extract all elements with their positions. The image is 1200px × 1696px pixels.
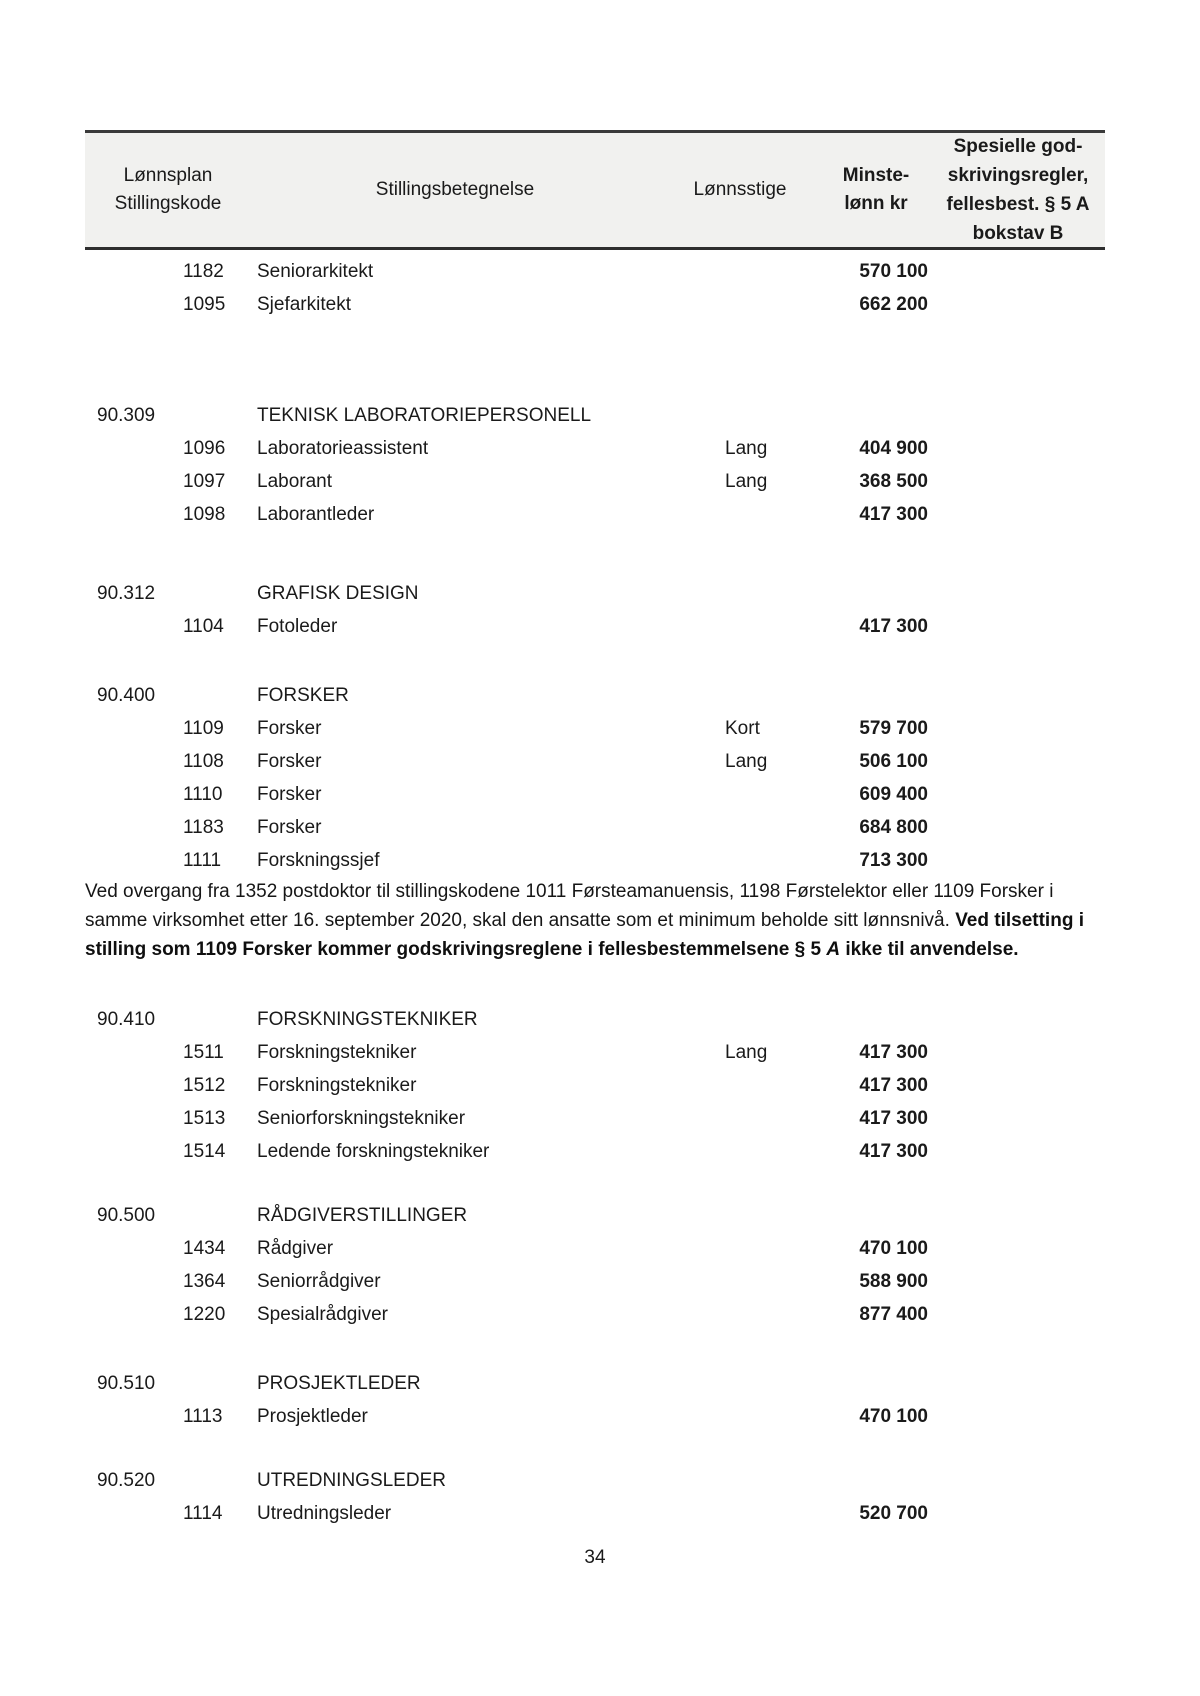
table-row (85, 811, 1105, 844)
table-header (85, 130, 1105, 250)
section-heading: PROSJEKTLEDER (257, 1373, 421, 1394)
transition-note (85, 877, 1101, 964)
lonnsstige: Kort (725, 718, 760, 739)
section-heading: GRAFISK DESIGN (257, 583, 419, 604)
lonnsplan-code: 90.400 (97, 685, 156, 706)
table-row (85, 778, 1105, 811)
stillingsbetegnelse: Laboratorieassistent (257, 438, 429, 459)
section-heading-row (85, 577, 1105, 610)
section-heading-row (85, 399, 1105, 432)
stillingskode: 1098 (183, 504, 226, 525)
stillingsbetegnelse: Forskningssjef (257, 850, 380, 871)
minstelonn: 417 300 (859, 616, 928, 637)
stillingskode: 1434 (183, 1238, 226, 1259)
table-row (85, 255, 1105, 288)
stillingskode: 1512 (183, 1075, 226, 1096)
lonnsstige: Lang (725, 1042, 768, 1063)
salary-table (85, 130, 1105, 1569)
stillingsbetegnelse: Forsker (257, 718, 322, 739)
lonnsplan-code: 90.410 (97, 1009, 156, 1030)
table-row (85, 432, 1105, 465)
header-lonnsplan-stillingskode (85, 162, 251, 218)
stillingskode: 1111 (183, 850, 222, 871)
table-row (85, 1036, 1105, 1069)
stillingskode: 1113 (183, 1406, 223, 1427)
table-body (85, 255, 1105, 1530)
table-row (85, 1265, 1105, 1298)
lonnsplan-code: 90.309 (97, 405, 156, 426)
stillingsbetegnelse: Utredningsleder (257, 1503, 392, 1524)
minstelonn: 713 300 (859, 850, 928, 871)
stillingsbetegnelse: Sjefarkitekt (257, 294, 351, 315)
table-row (85, 1232, 1105, 1265)
lonnsplan-code: 90.500 (97, 1205, 156, 1226)
lonnsstige: Lang (725, 751, 768, 772)
minstelonn: 470 100 (859, 1238, 928, 1259)
section-heading-row (85, 1464, 1105, 1497)
stillingskode: 1182 (183, 261, 224, 282)
minstelonn: 609 400 (859, 784, 928, 805)
section-heading: RÅDGIVERSTILLINGER (257, 1205, 468, 1226)
stillingsbetegnelse: Seniorarkitekt (257, 261, 374, 282)
table-row (85, 1135, 1105, 1168)
table-row (85, 1298, 1105, 1331)
salary-section (85, 1199, 1105, 1331)
section-heading-row (85, 1199, 1105, 1232)
minstelonn: 877 400 (859, 1304, 928, 1325)
minstelonn: 570 100 (859, 261, 928, 282)
section-heading: FORSKNINGSTEKNIKER (257, 1009, 478, 1030)
table-row (85, 844, 1105, 877)
stillingskode: 1095 (183, 294, 226, 315)
section-heading-row (85, 679, 1105, 712)
stillingskode: 1513 (183, 1108, 226, 1129)
lonnsplan-code: 90.520 (97, 1470, 156, 1491)
stillingskode: 1097 (183, 471, 226, 492)
table-row (85, 288, 1105, 321)
stillingskode: 1511 (183, 1042, 224, 1063)
minstelonn: 470 100 (859, 1406, 928, 1427)
stillingskode: 1364 (183, 1271, 226, 1292)
note-bold-italic-text: A (826, 939, 841, 960)
header-lonnsplan-line1: Lønnsplan (123, 165, 213, 186)
stillingskode: 1220 (183, 1304, 226, 1325)
stillingsbetegnelse: Seniorrådgiver (257, 1271, 381, 1292)
table-row (85, 745, 1105, 778)
table-row (85, 1069, 1105, 1102)
minstelonn: 417 300 (859, 1075, 928, 1096)
minstelonn: 684 800 (859, 817, 928, 838)
stillingskode: 1109 (183, 718, 224, 739)
stillingsbetegnelse: Ledende forskningstekniker (257, 1141, 490, 1162)
stillingskode: 1114 (183, 1503, 223, 1524)
section-heading: FORSKER (257, 685, 349, 706)
minstelonn: 368 500 (859, 471, 928, 492)
header-lonnsstige: Lønnsstige (693, 179, 787, 200)
salary-section (85, 679, 1105, 877)
stillingsbetegnelse: Rådgiver (257, 1238, 334, 1259)
table-row (85, 465, 1105, 498)
section-heading: UTREDNINGSLEDER (257, 1470, 446, 1491)
stillingsbetegnelse: Seniorforskningstekniker (257, 1108, 466, 1129)
page-number: 34 (584, 1547, 606, 1568)
minstelonn: 417 300 (859, 1108, 928, 1129)
header-minstelonn-line1: Minste- (842, 165, 910, 186)
minstelonn: 404 900 (859, 438, 928, 459)
table-row (85, 498, 1105, 531)
stillingsbetegnelse: Forsker (257, 751, 322, 772)
stillingskode: 1096 (183, 438, 226, 459)
stillingsbetegnelse: Forskningstekniker (257, 1075, 417, 1096)
header-spesielle-godskrivingsregler (931, 132, 1105, 248)
lonnsplan-code: 90.510 (97, 1373, 156, 1394)
note-bold-text: Ved tilsetting i stilling som 1109 Forsker kommer godskrivingsreglene i fellesbestemmelsene § 5 A ikke til anvendelse. (85, 910, 1084, 960)
header-lonnsplan-line2: Stillingskode (114, 193, 222, 214)
stillingsbetegnelse: Forsker (257, 784, 322, 805)
salary-section (85, 1367, 1105, 1433)
stillingsbetegnelse: Laborantleder (257, 504, 375, 525)
table-row (85, 610, 1105, 643)
minstelonn: 506 100 (859, 751, 928, 772)
table-row (85, 1497, 1105, 1530)
minstelonn: 417 300 (859, 504, 928, 525)
stillingsbetegnelse: Spesialrådgiver (257, 1304, 388, 1325)
header-spesielle-line3: fellesbest. § 5 A (946, 194, 1090, 215)
table-row (85, 712, 1105, 745)
header-spesielle-line2: skrivingsregler, (947, 165, 1089, 186)
header-spesielle-line1: Spesielle god- (953, 136, 1083, 157)
stillingsbetegnelse: Forskningstekniker (257, 1042, 417, 1063)
section-heading-row (85, 1367, 1105, 1400)
stillingskode: 1110 (183, 784, 223, 805)
salary-section (85, 255, 1105, 321)
salary-section (85, 577, 1105, 643)
table-row (85, 1102, 1105, 1135)
salary-section (85, 399, 1105, 531)
stillingskode: 1108 (183, 751, 224, 772)
lonnsstige: Lang (725, 438, 768, 459)
header-spesielle-line4: bokstav B (972, 223, 1064, 244)
stillingskode: 1183 (183, 817, 224, 838)
minstelonn: 662 200 (859, 294, 928, 315)
minstelonn: 520 700 (859, 1503, 928, 1524)
stillingskode: 1104 (183, 616, 224, 637)
stillingsbetegnelse: Laborant (257, 471, 333, 492)
header-minstelonn-line2: lønn kr (844, 193, 908, 214)
lonnsplan-code: 90.312 (97, 583, 156, 604)
section-heading: TEKNISK LABORATORIEPERSONELL (257, 405, 592, 426)
minstelonn: 417 300 (859, 1042, 928, 1063)
stillingsbetegnelse: Forsker (257, 817, 322, 838)
minstelonn: 579 700 (859, 718, 928, 739)
salary-section (85, 1003, 1105, 1168)
section-heading-row (85, 1003, 1105, 1036)
stillingskode: 1514 (183, 1141, 226, 1162)
table-row (85, 1400, 1105, 1433)
salary-section (85, 1464, 1105, 1530)
header-minstelonn (821, 162, 931, 218)
stillingsbetegnelse: Fotoleder (257, 616, 338, 637)
minstelonn: 417 300 (859, 1141, 928, 1162)
header-stillingsbetegnelse: Stillingsbetegnelse (375, 179, 535, 200)
lonnsstige: Lang (725, 471, 768, 492)
stillingsbetegnelse: Prosjektleder (257, 1406, 368, 1427)
minstelonn: 588 900 (859, 1271, 928, 1292)
note-regular-text: Ved overgang fra 1352 postdoktor til stillingskodene 1011 Førsteamanuensis, 1198 Førstelektor eller 1109 Forsker i samme virksomhet etter 16. september 2020, skal den ansatte som et minimum beholde sitt lønnsnivå. (85, 881, 1054, 931)
